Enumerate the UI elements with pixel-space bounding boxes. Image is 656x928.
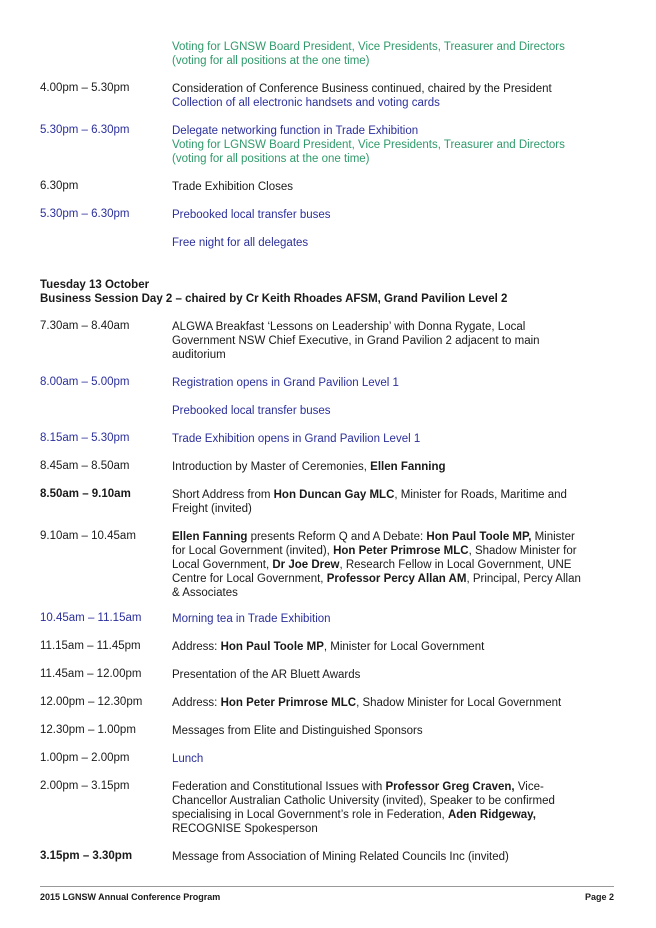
agenda-line: (voting for all positions at the one time) bbox=[172, 153, 370, 165]
agenda-text: for Local Government (invited), bbox=[172, 545, 334, 557]
agenda-time: 11.15am – 11.45pm bbox=[40, 640, 141, 652]
speaker-name: Hon Paul Toole MP, bbox=[426, 531, 532, 543]
speaker-name: Professor Greg Craven, bbox=[385, 781, 515, 793]
agenda-time: 8.15am – 5.30pm bbox=[40, 432, 130, 444]
agenda-description bbox=[172, 460, 612, 474]
agenda-description bbox=[172, 40, 612, 68]
agenda-time: 4.00pm – 5.30pm bbox=[40, 82, 130, 94]
agenda-text: Minister bbox=[531, 531, 575, 543]
agenda-description bbox=[172, 488, 612, 516]
page-number: Page 2 bbox=[584, 892, 614, 902]
agenda-text: Address: bbox=[172, 697, 221, 709]
footer-divider bbox=[40, 886, 614, 887]
agenda-description bbox=[172, 208, 612, 222]
agenda-text: Introduction by Master of Ceremonies, bbox=[172, 461, 371, 473]
speaker-name: Professor Percy Allan AM bbox=[326, 573, 467, 585]
agenda-time: 5.30pm – 6.30pm bbox=[40, 124, 130, 136]
agenda-description: Prebooked local transfer buses bbox=[172, 405, 331, 417]
agenda-description: Lunch bbox=[172, 753, 204, 765]
agenda-text: Local Government, bbox=[172, 559, 273, 571]
agenda-time: 1.00pm – 2.00pm bbox=[40, 752, 130, 764]
agenda-description bbox=[172, 640, 612, 654]
agenda-text: , Research Fellow in Local Government, UNE bbox=[339, 559, 572, 571]
agenda-description: Presentation of the AR Bluett Awards bbox=[172, 669, 361, 681]
speaker-name: Dr Joe Drew bbox=[272, 559, 340, 571]
footer-title: 2015 LGNSW Annual Conference Program bbox=[40, 892, 221, 902]
agenda-line: Collection of all electronic handsets and voting cards bbox=[172, 97, 440, 109]
agenda-line: ALGWA Breakfast ‘Lessons on Leadership’ with Donna Rygate, Local bbox=[172, 321, 526, 333]
agenda-description bbox=[172, 780, 612, 836]
agenda-description: Morning tea in Trade Exhibition bbox=[172, 613, 331, 625]
agenda-time: 2.00pm – 3.15pm bbox=[40, 780, 130, 792]
agenda-time: 9.10am – 10.45am bbox=[40, 530, 136, 542]
agenda-line: Delegate networking function in Trade Exhibition bbox=[172, 125, 419, 137]
agenda-description bbox=[172, 124, 612, 166]
agenda-description bbox=[172, 180, 612, 194]
speaker-name: Hon Peter Primrose MLC bbox=[220, 697, 357, 709]
agenda-text: Federation and Constitutional Issues with bbox=[172, 781, 386, 793]
agenda-description: Message from Association of Mining Related Councils Inc (invited) bbox=[172, 851, 509, 863]
agenda-description bbox=[172, 82, 612, 110]
agenda-time: 12.30pm – 1.00pm bbox=[40, 724, 136, 736]
agenda-line: auditorium bbox=[172, 349, 226, 361]
agenda-description bbox=[172, 696, 612, 710]
agenda-time: 8.45am – 8.50am bbox=[40, 460, 130, 472]
day-heading: Tuesday 13 October bbox=[40, 279, 150, 291]
agenda-line: (voting for all positions at the one time) bbox=[172, 55, 370, 67]
agenda-text: specialising in Local Government’s role in Federation, bbox=[172, 809, 448, 821]
agenda-text: , Shadow Minister for bbox=[468, 545, 577, 557]
agenda-time: 8.50am – 9.10am bbox=[40, 488, 131, 500]
agenda-line: Prebooked local transfer buses bbox=[172, 209, 331, 221]
agenda-time: 5.30pm – 6.30pm bbox=[40, 208, 130, 220]
agenda-description: Trade Exhibition opens in Grand Pavilion Level 1 bbox=[172, 433, 421, 445]
agenda-line: & Associates bbox=[172, 587, 238, 599]
agenda-text: , Minister for Roads, Maritime and bbox=[394, 489, 567, 501]
agenda-time: 8.00am – 5.00pm bbox=[40, 376, 130, 388]
speaker-name: Hon Peter Primrose MLC bbox=[333, 545, 469, 557]
agenda-time: 12.00pm – 12.30pm bbox=[40, 696, 143, 708]
agenda-line: Free night for all delegates bbox=[172, 237, 309, 249]
agenda-line: Chancellor Australian Catholic University (invited), Speaker to be confirmed bbox=[172, 795, 555, 807]
agenda-description bbox=[172, 320, 612, 362]
agenda-time: 3.15pm – 3.30pm bbox=[40, 850, 133, 862]
agenda-line: Government NSW Chief Executive, in Grand Pavilion 2 adjacent to main bbox=[172, 335, 540, 347]
agenda-description: Registration opens in Grand Pavilion Level 1 bbox=[172, 377, 399, 389]
agenda-time: 6.30pm bbox=[40, 180, 79, 192]
agenda-line: Consideration of Conference Business continued, chaired by the President bbox=[172, 83, 552, 95]
speaker-name: Hon Duncan Gay MLC bbox=[273, 489, 395, 501]
agenda-text: Short Address from bbox=[172, 489, 274, 501]
agenda-text: , Principal, Percy Allan bbox=[466, 573, 581, 585]
agenda-description: Messages from Elite and Distinguished Sponsors bbox=[172, 725, 423, 737]
agenda-text: Centre for Local Government, bbox=[172, 573, 327, 585]
agenda-text: presents Reform Q and A Debate: bbox=[247, 531, 427, 543]
speaker-name: Aden Ridgeway, bbox=[447, 809, 536, 821]
agenda-text: , Shadow Minister for Local Government bbox=[356, 697, 562, 709]
agenda-description bbox=[172, 236, 612, 250]
speaker-name: Ellen Fanning bbox=[172, 531, 248, 543]
agenda-line: Voting for LGNSW Board President, Vice Presidents, Treasurer and Directors bbox=[172, 139, 565, 151]
agenda-line: Trade Exhibition Closes bbox=[172, 181, 294, 193]
agenda-line: Voting for LGNSW Board President, Vice Presidents, Treasurer and Directors bbox=[172, 41, 565, 53]
agenda-text: Vice- bbox=[514, 781, 544, 793]
agenda-text: Address: bbox=[172, 641, 221, 653]
speaker-name: Ellen Fanning bbox=[370, 461, 446, 473]
agenda-description bbox=[172, 530, 612, 600]
agenda-time: 11.45am – 12.00pm bbox=[40, 668, 142, 680]
agenda-time: 7.30am – 8.40am bbox=[40, 320, 130, 332]
agenda-time: 10.45am – 11.15am bbox=[40, 612, 142, 624]
agenda-text: , Minister for Local Government bbox=[323, 641, 485, 653]
session-heading: Business Session Day 2 – chaired by Cr Keith Rhoades AFSM, Grand Pavilion Level 2 bbox=[40, 293, 508, 305]
speaker-name: Hon Paul Toole MP bbox=[220, 641, 324, 653]
agenda-line: RECOGNISE Spokesperson bbox=[172, 823, 318, 835]
agenda-line: Freight (invited) bbox=[172, 503, 252, 515]
